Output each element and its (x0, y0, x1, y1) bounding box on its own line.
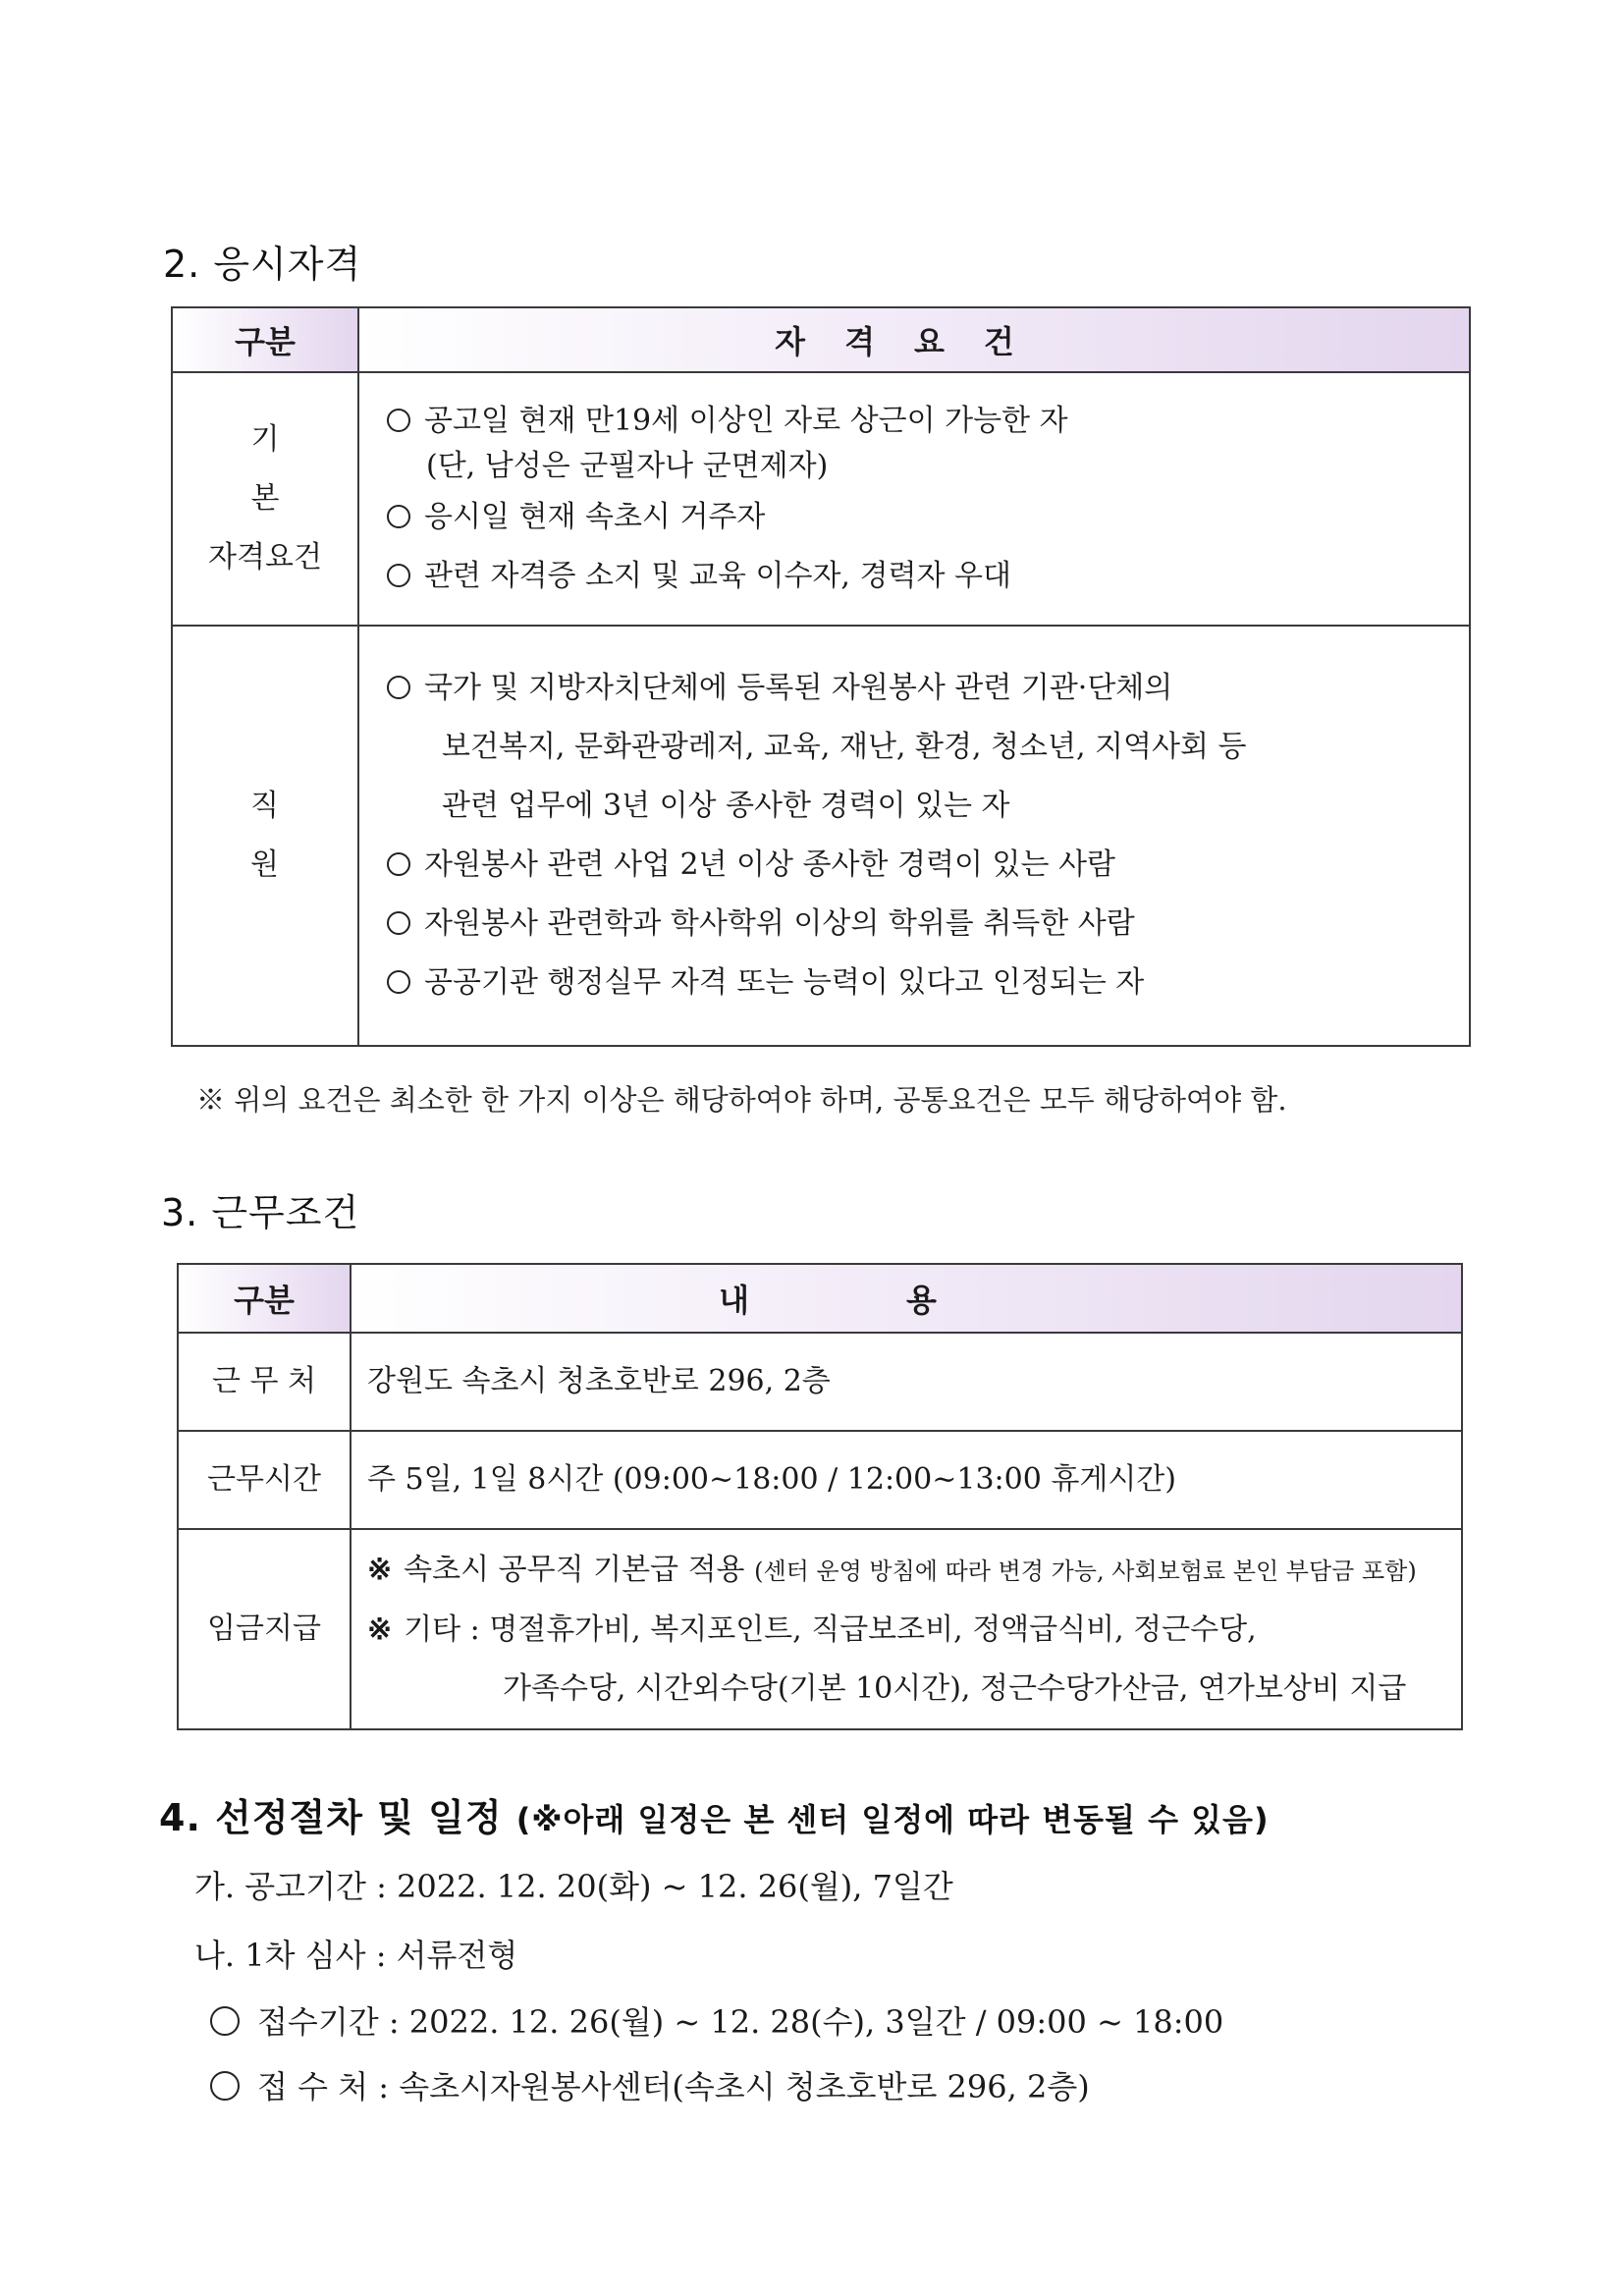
circle-bullet-icon (387, 911, 410, 935)
circle-bullet-icon (387, 409, 410, 432)
qualification-note: ※ 위의 요건은 최소한 한 가지 이상은 해당하여야 하며, 공통요건은 모두 해당하여야 함. (196, 1083, 1287, 1117)
list-item: 관련 자격증 소지 및 교육 이수자, 경력자 우대 (424, 559, 1011, 593)
list-item: 자원봉사 관련 사업 2년 이상 종사한 경력이 있는 사람 (424, 847, 1115, 882)
section4-title-row (159, 1787, 1270, 1841)
list-item: 공공기관 행정실무 자격 또는 능력이 있다고 인정되는 자 (424, 965, 1145, 1000)
wage-other: 기타 : 명절휴가비, 복지포인트, 직급보조비, 정액급식비, 정근수당, (404, 1612, 1257, 1647)
schedule-subitem-receipt-place: 접 수 처 : 속초시자원봉사센터(속초시 청초호반로 296, 2층) (210, 2062, 1090, 2107)
header-content: 내용 (351, 1264, 1462, 1333)
list-item-continuation: 관련 업무에 3년 이상 종사한 경력이 있는 자 (442, 789, 1010, 823)
header-category: 구분 (172, 307, 358, 372)
basic-qualification-items (358, 372, 1470, 626)
workplace-value: 강원도 속초시 청초호반로 296, 2층 (351, 1333, 1462, 1431)
schedule-item-first-review: 나. 1차 심사 : 서류전형 (194, 1937, 518, 1974)
section4-subtitle: (※아래 일정은 본 센터 일정에 따라 변동될 수 있음) (515, 1801, 1270, 1838)
reference-mark: ※ (367, 1612, 393, 1647)
circle-bullet-icon (387, 505, 410, 528)
circle-bullet-icon (387, 564, 410, 587)
header-category: 구분 (178, 1264, 351, 1333)
working-conditions-table (177, 1263, 1463, 1730)
wage-label: 임금지급 (178, 1529, 351, 1729)
circle-bullet-icon (210, 2006, 240, 2036)
circle-bullet-icon (387, 852, 410, 876)
header-requirements: 자격요건 (358, 307, 1470, 372)
wage-base: 속초시 공무직 기본급 적용 (404, 1552, 745, 1587)
staff-label: 직 원 (172, 626, 358, 1046)
list-item: 자원봉사 관련학과 학사학위 이상의 학위를 취득한 사람 (424, 906, 1135, 941)
wage-base-note: (센터 운영 방침에 따라 변경 가능, 사회보험료 본인 부담금 포함) (754, 1557, 1417, 1585)
circle-bullet-icon (210, 2071, 240, 2101)
wage-details (351, 1529, 1462, 1729)
list-item-continuation: 보건복지, 문화관광레저, 교육, 재난, 환경, 청소년, 지역사회 등 (442, 730, 1247, 764)
schedule-subitem-receipt-period: 접수기간 : 2022. 12. 26(월) ~ 12. 28(수), 3일간 / 09:00 ~ 18:00 (210, 1997, 1223, 2043)
list-item-note: (단, 남성은 군필자나 군면제자) (426, 449, 829, 483)
wage-other-continuation: 가족수당, 시간외수당(기본 10시간), 정근수당가산금, 연가보상비 지급 (503, 1670, 1407, 1706)
section4-title: 4. 선정절차 및 일정 (159, 1796, 503, 1839)
basic-qualification-label: 기 본 자격요건 (172, 372, 358, 626)
list-item: 응시일 현재 속초시 거주자 (424, 500, 766, 534)
workplace-label: 근 무 처 (178, 1333, 351, 1431)
section3-title: 3. 근무조건 (161, 1191, 360, 1234)
reference-mark: ※ (367, 1552, 393, 1587)
list-item: 공고일 현재 만19세 이상인 자로 상근이 가능한 자 (424, 404, 1068, 438)
qualification-table (171, 306, 1471, 1047)
list-item: 국가 및 지방자치단체에 등록된 자원봉사 관련 기관·단체의 (424, 671, 1173, 705)
circle-bullet-icon (387, 970, 410, 994)
section2-title: 2. 응시자격 (163, 243, 362, 286)
schedule-item-announcement: 가. 공고기간 : 2022. 12. 20(화) ~ 12. 26(월), 7일간 (194, 1868, 953, 1905)
work-hours-value: 주 5일, 1일 8시간 (09:00~18:00 / 12:00~13:00 휴게시간) (351, 1431, 1462, 1529)
staff-qualification-items (358, 626, 1470, 1046)
circle-bullet-icon (387, 676, 410, 699)
work-hours-label: 근무시간 (178, 1431, 351, 1529)
